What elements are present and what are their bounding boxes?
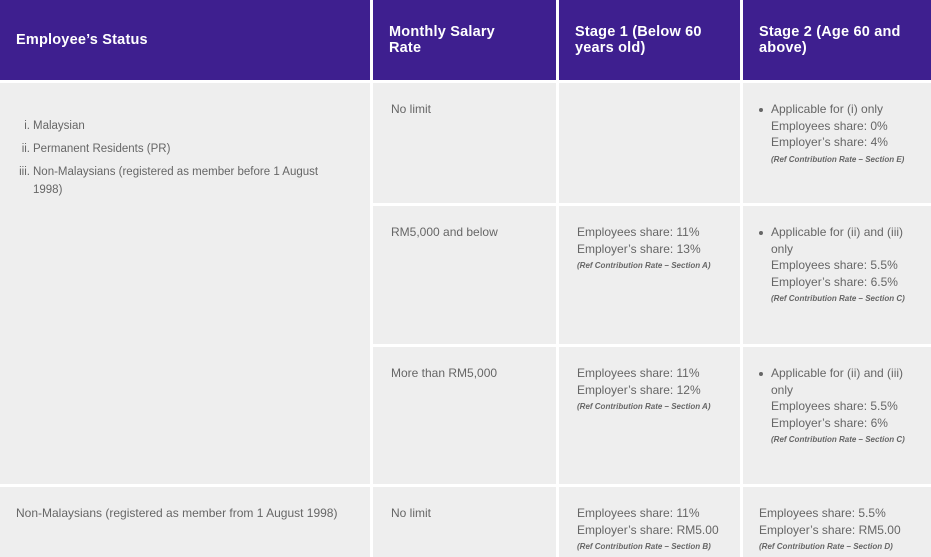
header-stage2-label: Stage 2 (Age 60 and above)	[759, 24, 901, 56]
status-item-text: Malaysian	[33, 120, 85, 132]
salary-cell	[373, 206, 556, 344]
stage2-bullet-block	[759, 365, 924, 446]
stage2-cell	[743, 347, 931, 484]
employer-share: Employer’s share: RM5.00	[577, 522, 719, 537]
status-item-number: i.	[24, 120, 30, 132]
stage2-bullet-block	[759, 101, 924, 166]
header-monthly-salary	[373, 0, 556, 80]
status-item-text: Permanent Residents (PR)	[33, 143, 171, 155]
employee-share: Employees share: 11%	[577, 506, 700, 520]
stage2-bullet-block	[759, 224, 924, 305]
salary-rate: No limit	[391, 506, 432, 520]
header-status-label: Employee’s Status	[16, 32, 148, 48]
header-employee-status	[0, 0, 370, 80]
stage1-cell	[559, 83, 740, 203]
status-list	[18, 117, 354, 199]
stage1-cell	[559, 487, 740, 557]
salary-cell	[373, 347, 556, 484]
salary-cell	[373, 83, 556, 203]
employer-share: Employer’s share: 12%	[577, 382, 701, 397]
employer-share: Employer’s share: 6.5%	[771, 274, 898, 289]
applicability-note: Applicable for (ii) and (iii) only	[771, 366, 904, 397]
stage1-cell	[559, 347, 740, 484]
employer-share: Employer’s share: 6%	[771, 415, 888, 430]
employee-share: Employees share: 5.5%	[771, 399, 898, 413]
reference-note: (Ref Contribution Rate – Section D)	[759, 542, 893, 551]
employee-share: Employees share: 0%	[771, 118, 888, 133]
salary-rate: No limit	[391, 102, 432, 116]
status-item-text: Non-Malaysians (registered as member before 1 August 1998)	[33, 166, 319, 196]
status-cell-group	[0, 83, 370, 484]
header-stage-2	[743, 0, 931, 80]
header-stage1-label: Stage 1 (Below 60 years old)	[575, 24, 702, 56]
status-item	[18, 117, 354, 135]
header-salary-label: Monthly Salary Rate	[389, 24, 495, 56]
applicability-note: Applicable for (ii) and (iii) only	[771, 225, 904, 256]
reference-note: (Ref Contribution Rate – Section A)	[577, 261, 711, 270]
stage2-cell	[743, 83, 931, 203]
stage1-cell	[559, 206, 740, 344]
reference-note: (Ref Contribution Rate – Section E)	[771, 154, 905, 164]
employer-share: Employer’s share: RM5.00	[759, 522, 901, 537]
status-item	[18, 140, 354, 158]
employee-share: Employees share: 5.5%	[771, 258, 898, 272]
salary-cell	[373, 487, 556, 557]
employee-share: Employees share: 11%	[577, 366, 700, 380]
employee-share: Employees share: 5.5%	[759, 506, 886, 520]
employee-share: Employees share: 11%	[577, 225, 700, 239]
status-item-number: iii.	[19, 166, 30, 178]
status-item	[18, 163, 354, 199]
reference-note: (Ref Contribution Rate – Section B)	[577, 542, 711, 551]
salary-rate: More than RM5,000	[391, 366, 498, 380]
status-cell-non-malaysian	[0, 487, 370, 557]
stage2-cell	[743, 206, 931, 344]
reference-note: (Ref Contribution Rate – Section A)	[577, 402, 711, 411]
reference-note: (Ref Contribution Rate – Section C)	[771, 294, 905, 303]
header-stage-1	[559, 0, 740, 80]
salary-rate: RM5,000 and below	[391, 225, 498, 239]
reference-note: (Ref Contribution Rate – Section C)	[771, 435, 905, 444]
status-text: Non-Malaysians (registered as member from 1 August 1998)	[16, 506, 338, 520]
stage2-cell	[743, 487, 931, 557]
employer-share: Employer’s share: 13%	[577, 241, 701, 256]
status-item-number: ii.	[21, 143, 30, 155]
applicability-note: Applicable for (i) only	[771, 102, 884, 116]
employer-share: Employer’s share: 4%	[771, 135, 888, 149]
